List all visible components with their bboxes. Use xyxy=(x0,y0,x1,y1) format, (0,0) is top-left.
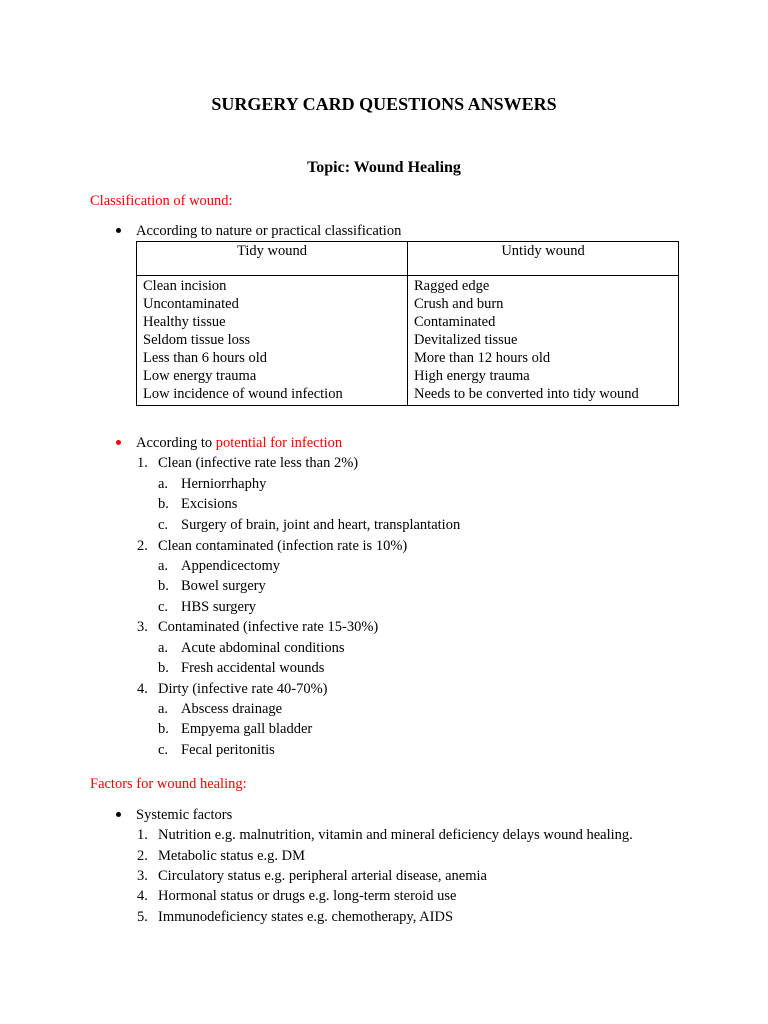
classification-heading: Classification of wound: xyxy=(90,193,233,209)
list-item: Circulatory status e.g. peripheral arterial disease, anemia xyxy=(158,868,487,884)
sub-letter: a. xyxy=(158,640,169,656)
list-number: 1. xyxy=(137,827,148,843)
table-cell-line: Low energy trauma xyxy=(143,368,257,384)
list-item: Dirty (infective rate 40-70%) xyxy=(158,681,328,697)
table-cell-line: Uncontaminated xyxy=(143,296,239,312)
sub-item: Fecal peritonitis xyxy=(181,742,275,758)
table-cell-line: Needs to be converted into tidy wound xyxy=(414,386,639,402)
sub-letter: c. xyxy=(158,517,169,533)
table-cell-line: Crush and burn xyxy=(414,296,504,312)
sub-item: Excisions xyxy=(181,496,238,512)
list-number: 3. xyxy=(137,868,148,884)
list-number: 4. xyxy=(137,681,148,697)
tidy-wound-cell xyxy=(137,276,408,406)
sub-letter: b. xyxy=(158,496,169,512)
table-cell-line: Healthy tissue xyxy=(143,314,226,330)
topic-heading: Topic: Wound Healing xyxy=(307,159,461,176)
sub-letter: b. xyxy=(158,721,169,737)
nature-bullet-text: According to nature or practical classification xyxy=(136,223,402,239)
sub-item: Herniorrhaphy xyxy=(181,476,267,492)
table-header-untidy: Untidy wound xyxy=(408,242,679,276)
untidy-wound-cell xyxy=(408,276,679,406)
table-body-row xyxy=(137,276,679,406)
sub-item: Empyema gall bladder xyxy=(181,721,313,737)
table-cell-line: Contaminated xyxy=(414,314,496,330)
list-item: Clean contaminated (infection rate is 10%) xyxy=(158,538,408,554)
sub-item: Bowel surgery xyxy=(181,578,266,594)
list-item: Hormonal status or drugs e.g. long-term steroid use xyxy=(158,888,457,904)
sub-item: Abscess drainage xyxy=(181,701,283,717)
wound-table xyxy=(136,241,679,406)
table-header-tidy: Tidy wound xyxy=(137,242,408,276)
list-number: 1. xyxy=(137,455,148,471)
table-cell-line: Ragged edge xyxy=(414,278,490,294)
potential-bullet-highlight: potential for infection xyxy=(215,435,343,451)
sub-letter: b. xyxy=(158,578,169,594)
bullet-icon xyxy=(116,812,121,817)
list-item: Contaminated (infective rate 15-30%) xyxy=(158,619,379,635)
sub-letter: a. xyxy=(158,476,169,492)
sub-item: Fresh accidental wounds xyxy=(181,660,325,676)
list-item: Clean (infective rate less than 2%) xyxy=(158,455,359,471)
list-item: Nutrition e.g. malnutrition, vitamin and mineral deficiency delays wound healing. xyxy=(158,827,633,843)
sub-item: Acute abdominal conditions xyxy=(181,640,345,656)
potential-bullet-prefix: According to xyxy=(136,435,216,451)
table-cell-line: Less than 6 hours old xyxy=(143,350,268,366)
bullet-icon xyxy=(116,440,121,445)
sub-item: Surgery of brain, joint and heart, transplantation xyxy=(181,517,461,533)
list-item: Metabolic status e.g. DM xyxy=(158,848,305,864)
list-number: 4. xyxy=(137,888,148,904)
sub-letter: c. xyxy=(158,599,169,615)
list-number: 2. xyxy=(137,848,148,864)
document-title: SURGERY CARD QUESTIONS ANSWERS xyxy=(211,94,557,114)
table-cell-line: Clean incision xyxy=(143,278,227,294)
list-number: 3. xyxy=(137,619,148,635)
table-cell-line: Low incidence of wound infection xyxy=(143,386,343,402)
sub-letter: b. xyxy=(158,660,169,676)
table-cell-line: Devitalized tissue xyxy=(414,332,518,348)
sub-letter: a. xyxy=(158,558,169,574)
table-header-row xyxy=(137,242,679,276)
potential-bullet-text xyxy=(136,434,342,452)
list-item: Immunodeficiency states e.g. chemotherapy, AIDS xyxy=(158,909,454,925)
bullet-icon xyxy=(116,228,121,233)
list-number: 5. xyxy=(137,909,148,925)
sub-item: Appendicectomy xyxy=(181,558,281,574)
table-cell-line: High energy trauma xyxy=(414,368,530,384)
factors-heading: Factors for wound healing: xyxy=(90,776,247,792)
table-cell-line: Seldom tissue loss xyxy=(143,332,251,348)
list-number: 2. xyxy=(137,538,148,554)
table-cell-line: More than 12 hours old xyxy=(414,350,551,366)
systemic-bullet-text: Systemic factors xyxy=(136,807,233,823)
sub-item: HBS surgery xyxy=(181,599,257,615)
sub-letter: c. xyxy=(158,742,169,758)
sub-letter: a. xyxy=(158,701,169,717)
